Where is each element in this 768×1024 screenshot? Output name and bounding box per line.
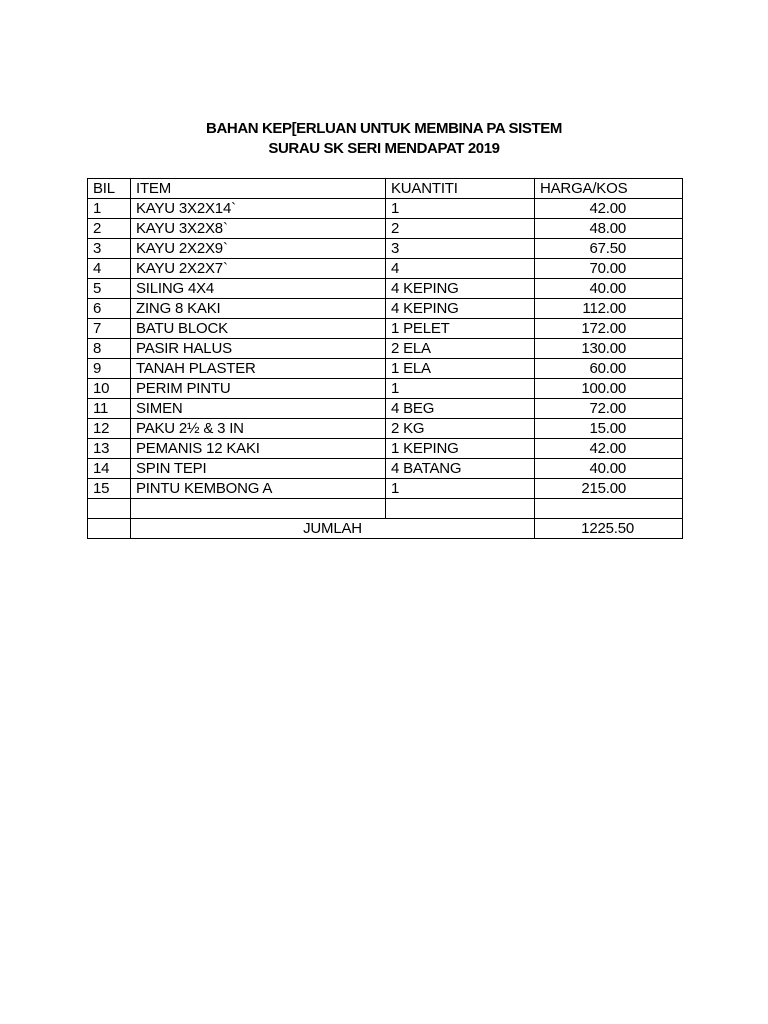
cell-bil: 11 [88, 399, 131, 419]
cell-harga: 48.00 [535, 219, 683, 239]
cell-harga: 215.00 [535, 479, 683, 499]
cell-kuantiti: 1 [386, 479, 535, 499]
table-row [88, 259, 683, 279]
cell-bil: 14 [88, 459, 131, 479]
cell-bil: 13 [88, 439, 131, 459]
cell-harga: 60.00 [535, 359, 683, 379]
total-row [88, 519, 683, 539]
cell-harga: 40.00 [535, 279, 683, 299]
cell-kuantiti: 4 KEPING [386, 299, 535, 319]
cell-item: BATU BLOCK [131, 319, 386, 339]
cell-harga: 100.00 [535, 379, 683, 399]
table-row [88, 379, 683, 399]
table-row [88, 299, 683, 319]
cell-harga: 72.00 [535, 399, 683, 419]
cell-kuantiti: 1 [386, 199, 535, 219]
cell-bil: 7 [88, 319, 131, 339]
table-row [88, 219, 683, 239]
cell-item: PERIM PINTU [131, 379, 386, 399]
cell-kuantiti: 4 KEPING [386, 279, 535, 299]
cell-item: SPIN TEPI [131, 459, 386, 479]
cell-kuantiti: 4 BEG [386, 399, 535, 419]
cell-bil: 6 [88, 299, 131, 319]
empty-cell [88, 499, 131, 519]
cell-bil: 8 [88, 339, 131, 359]
table-row [88, 419, 683, 439]
cell-bil: 2 [88, 219, 131, 239]
table-row [88, 319, 683, 339]
total-value: 1225.50 [535, 519, 683, 539]
empty-cell [386, 499, 535, 519]
cell-item: TANAH PLASTER [131, 359, 386, 379]
cell-item: KAYU 2X2X7` [131, 259, 386, 279]
cell-kuantiti: 2 [386, 219, 535, 239]
cell-bil: 9 [88, 359, 131, 379]
cell-kuantiti: 1 KEPING [386, 439, 535, 459]
cell-kuantiti: 2 ELA [386, 339, 535, 359]
document-title-line-2: SURAU SK SERI MENDAPAT 2019 [268, 140, 500, 157]
cell-item: KAYU 3X2X14` [131, 199, 386, 219]
cell-harga: 112.00 [535, 299, 683, 319]
cell-bil: 15 [88, 479, 131, 499]
table-row [88, 439, 683, 459]
table-row [88, 479, 683, 499]
cell-harga: 70.00 [535, 259, 683, 279]
table-row [88, 239, 683, 259]
materials-table [87, 178, 683, 539]
table-row [88, 199, 683, 219]
cell-item: PAKU 2½ & 3 IN [131, 419, 386, 439]
table-row [88, 459, 683, 479]
total-label: JUMLAH [131, 519, 535, 539]
cell-bil: 10 [88, 379, 131, 399]
cell-kuantiti: 2 KG [386, 419, 535, 439]
header-bil: BIL [88, 179, 131, 199]
header-kuantiti: KUANTITI [386, 179, 535, 199]
cell-harga: 42.00 [535, 199, 683, 219]
cell-item: KAYU 3X2X8` [131, 219, 386, 239]
cell-bil: 3 [88, 239, 131, 259]
cell-item: ZING 8 KAKI [131, 299, 386, 319]
cell-harga: 172.00 [535, 319, 683, 339]
cell-kuantiti: 1 ELA [386, 359, 535, 379]
cell-bil: 12 [88, 419, 131, 439]
cell-bil: 4 [88, 259, 131, 279]
document-title-line-1: BAHAN KEP[ERLUAN UNTUK MEMBINA PA SISTEM [206, 120, 562, 137]
cell-harga: 40.00 [535, 459, 683, 479]
cell-item: PINTU KEMBONG A [131, 479, 386, 499]
cell-kuantiti: 1 [386, 379, 535, 399]
cell-item: PEMANIS 12 KAKI [131, 439, 386, 459]
empty-cell [131, 499, 386, 519]
cell-item: SILING 4X4 [131, 279, 386, 299]
table-row [88, 399, 683, 419]
cell-item: KAYU 2X2X9` [131, 239, 386, 259]
header-item: ITEM [131, 179, 386, 199]
table-row [88, 279, 683, 299]
table-row [88, 339, 683, 359]
empty-cell [535, 499, 683, 519]
cell-item: SIMEN [131, 399, 386, 419]
cell-bil: 1 [88, 199, 131, 219]
cell-kuantiti: 3 [386, 239, 535, 259]
empty-cell [88, 519, 131, 539]
cell-harga: 67.50 [535, 239, 683, 259]
cell-harga: 15.00 [535, 419, 683, 439]
cell-kuantiti: 1 PELET [386, 319, 535, 339]
table-row [88, 359, 683, 379]
header-harga: HARGA/KOS [535, 179, 683, 199]
cell-kuantiti: 4 [386, 259, 535, 279]
table-header-row [88, 179, 683, 199]
cell-harga: 130.00 [535, 339, 683, 359]
cell-harga: 42.00 [535, 439, 683, 459]
cell-bil: 5 [88, 279, 131, 299]
cell-item: PASIR HALUS [131, 339, 386, 359]
cell-kuantiti: 4 BATANG [386, 459, 535, 479]
empty-row [88, 499, 683, 519]
